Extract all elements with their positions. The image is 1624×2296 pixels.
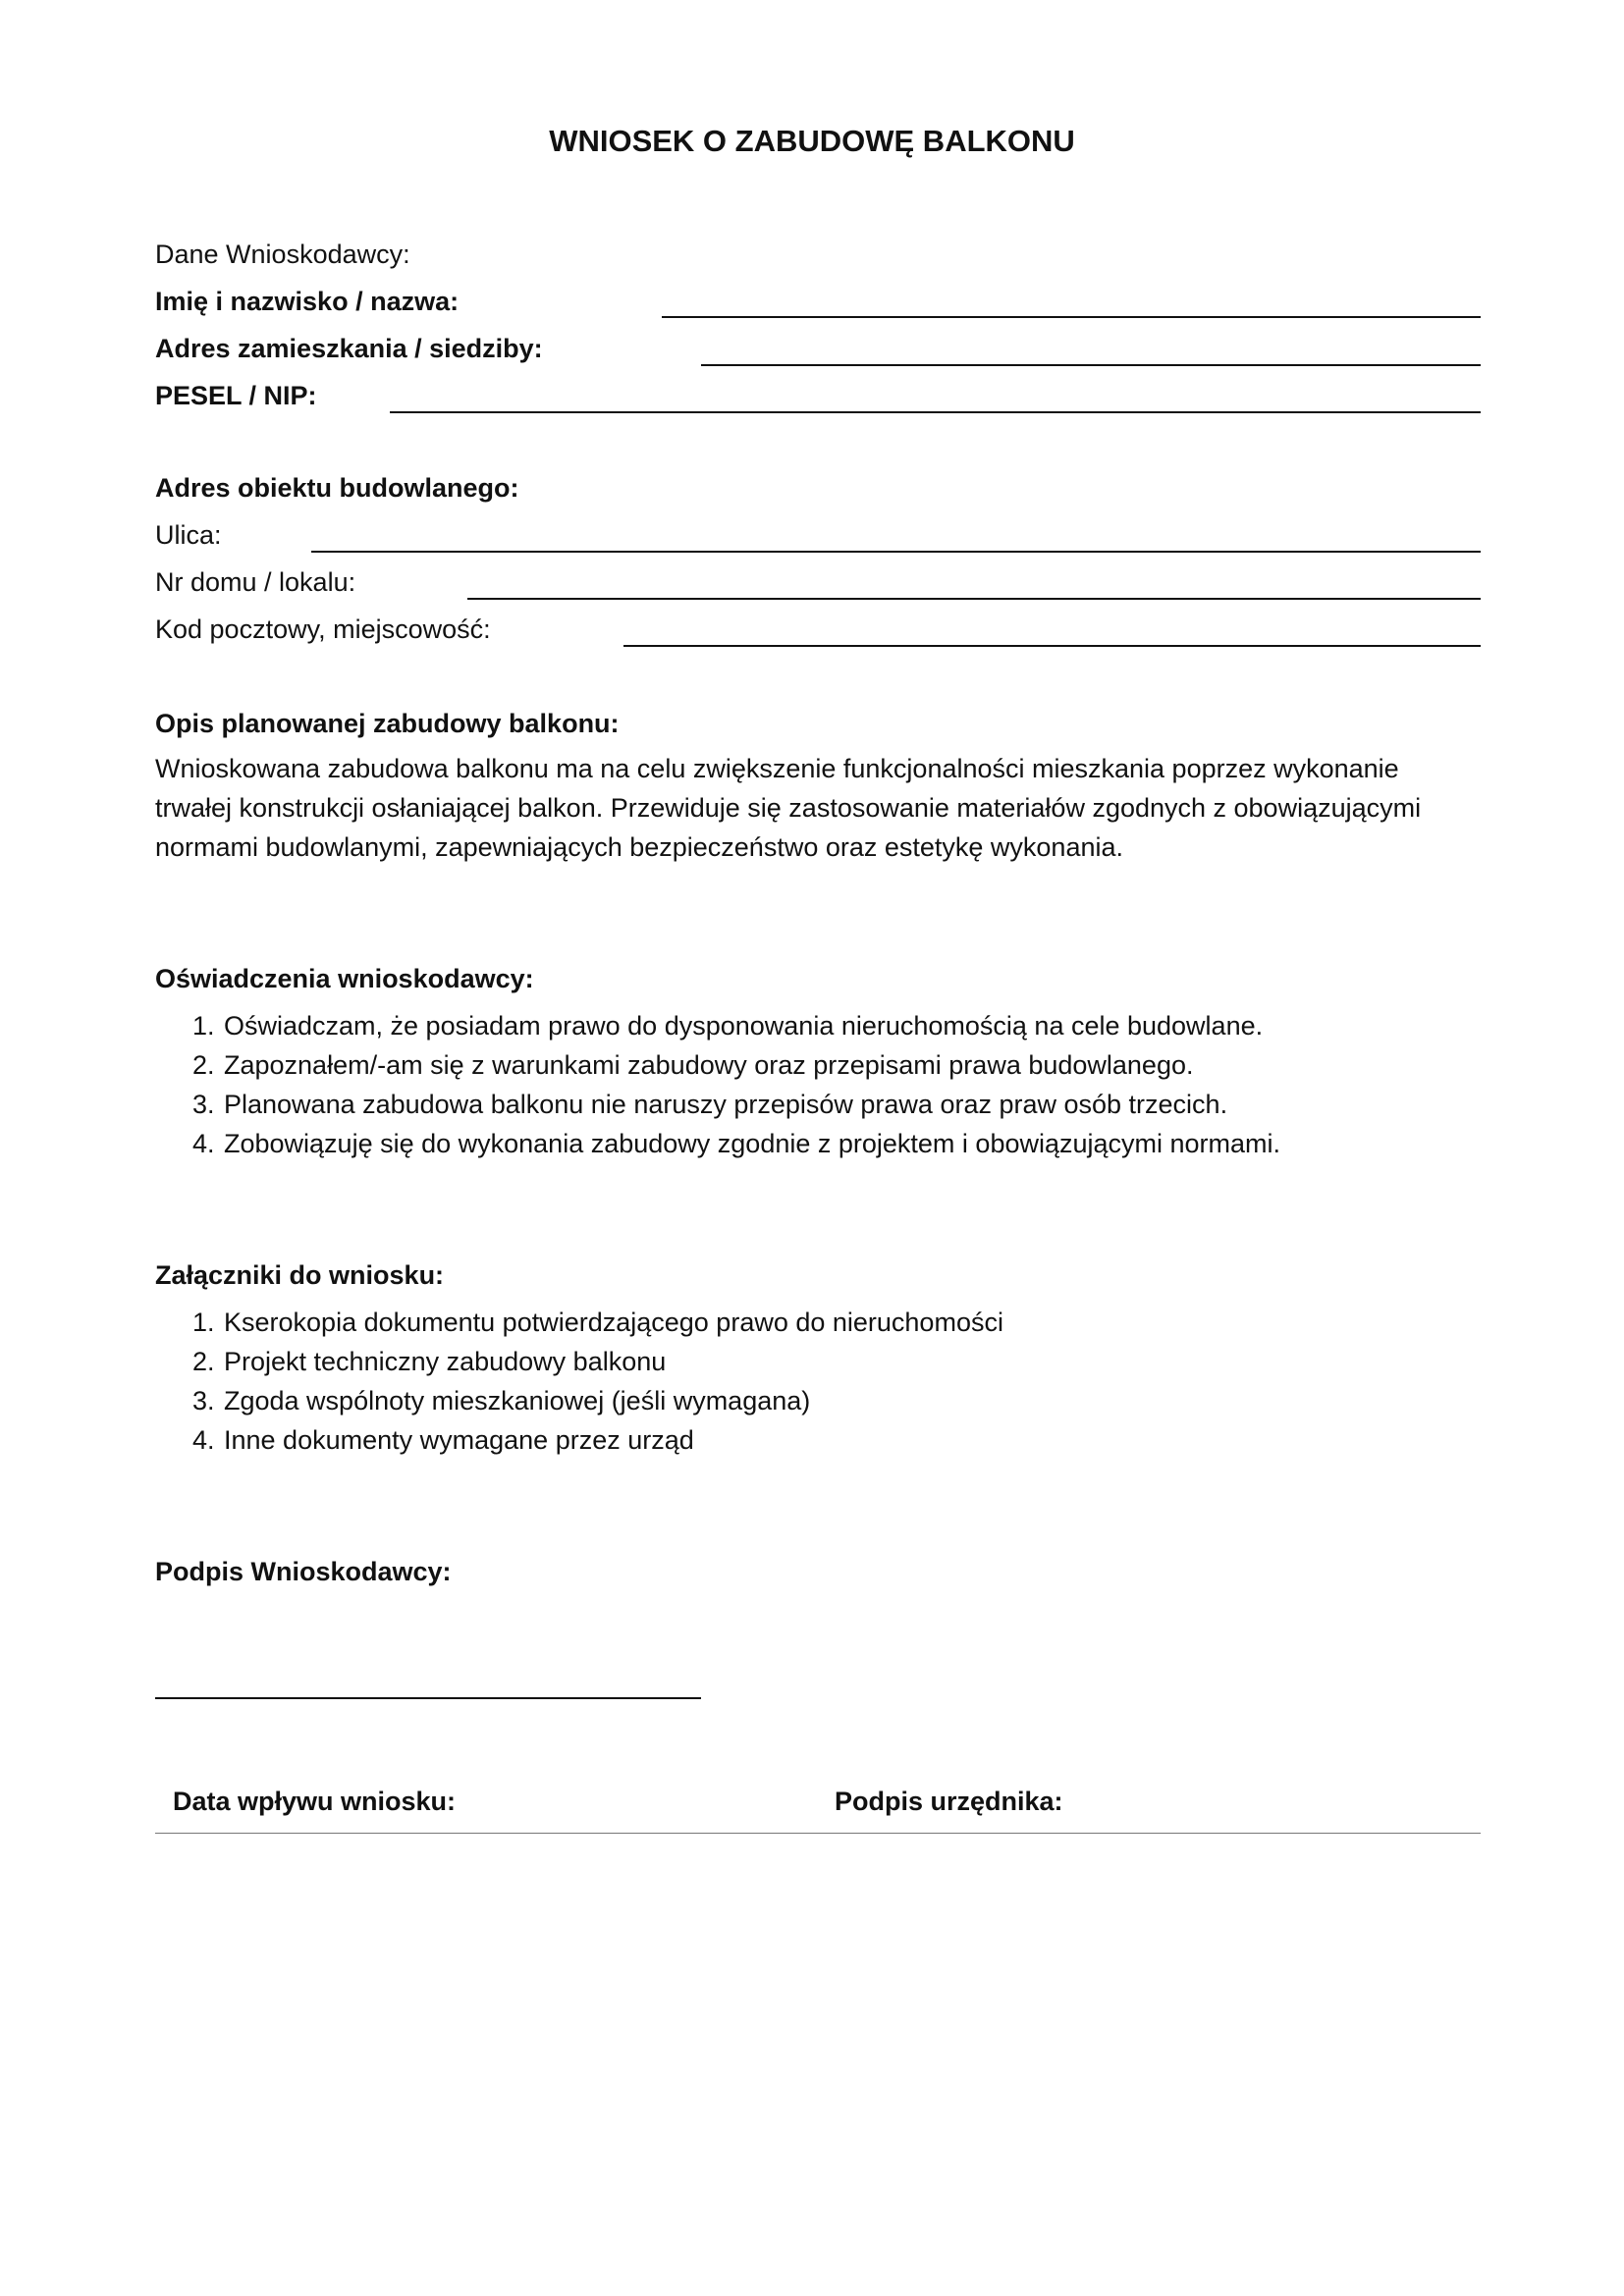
signature-line[interactable] xyxy=(155,1697,701,1699)
name-field-line[interactable] xyxy=(662,316,1481,318)
document-title: WNIOSEK O ZABUDOWĘ BALKONU xyxy=(549,124,1075,158)
address-label: Adres zamieszkania / siedziby: xyxy=(155,334,543,363)
building-heading: Adres obiektu budowlanego: xyxy=(155,473,519,503)
postal-code-field-line[interactable] xyxy=(623,645,1481,647)
declarations-heading: Oświadczenia wnioskodawcy: xyxy=(155,964,534,993)
office-divider xyxy=(155,1833,1481,1834)
list-item: 1. Kserokopia dokumentu potwierdzającego prawo do nieruchomości xyxy=(192,1308,1003,1337)
list-item: 2. Projekt techniczny zabudowy balkonu xyxy=(192,1347,667,1376)
pesel-field-line[interactable] xyxy=(390,411,1481,413)
house-number-label: Nr domu / lokalu: xyxy=(155,567,356,597)
house-number-field-line[interactable] xyxy=(467,598,1481,600)
postal-code-label: Kod pocztowy, miejscowość: xyxy=(155,614,491,644)
street-label: Ulica: xyxy=(155,520,222,550)
receipt-date-label: Data wpływu wniosku: xyxy=(173,1787,457,1816)
description-paragraph xyxy=(155,749,1490,867)
clerk-signature-label: Podpis urzędnika: xyxy=(835,1787,1063,1816)
attachments-heading: Załączniki do wniosku: xyxy=(155,1260,445,1290)
list-item: 3. Planowana zabudowa balkonu nie naruszy przepisów prawa oraz praw osób trzecich. xyxy=(192,1090,1228,1119)
pesel-label: PESEL / NIP: xyxy=(155,381,317,410)
description-line: normami budowlanymi, zapewniających bezpieczeństwo oraz estetykę wykonania. xyxy=(155,832,1123,862)
description-line: trwałej konstrukcji osłaniającej balkon. Przewiduje się zastosowanie materiałów zgodnych z obowiązującymi xyxy=(155,793,1422,823)
name-label: Imię i nazwisko / nazwa: xyxy=(155,287,460,316)
list-item: 2. Zapoznałem/-am się z warunkami zabudowy oraz przepisami prawa budowlanego. xyxy=(192,1050,1194,1080)
street-field-line[interactable] xyxy=(311,551,1481,553)
declarations-list xyxy=(192,1006,1280,1163)
applicant-heading: Dane Wnioskodawcy: xyxy=(155,240,410,269)
list-item: 4. Inne dokumenty wymagane przez urząd xyxy=(192,1425,694,1455)
list-item: 1. Oświadczam, że posiadam prawo do dysponowania nieruchomością na cele budowlane. xyxy=(192,1011,1264,1041)
signature-label: Podpis Wnioskodawcy: xyxy=(155,1557,452,1586)
list-item: 4. Zobowiązuję się do wykonania zabudowy zgodnie z projektem i obowiązującymi normami. xyxy=(192,1129,1281,1158)
description-line: Wnioskowana zabudowa balkonu ma na celu zwiększenie funkcjonalności mieszkania poprzez wykonanie xyxy=(155,754,1399,783)
description-heading: Opis planowanej zabudowy balkonu: xyxy=(155,709,620,738)
address-field-line[interactable] xyxy=(701,364,1481,366)
list-item: 3. Zgoda wspólnoty mieszkaniowej (jeśli wymagana) xyxy=(192,1386,811,1415)
attachments-list xyxy=(192,1303,1003,1460)
